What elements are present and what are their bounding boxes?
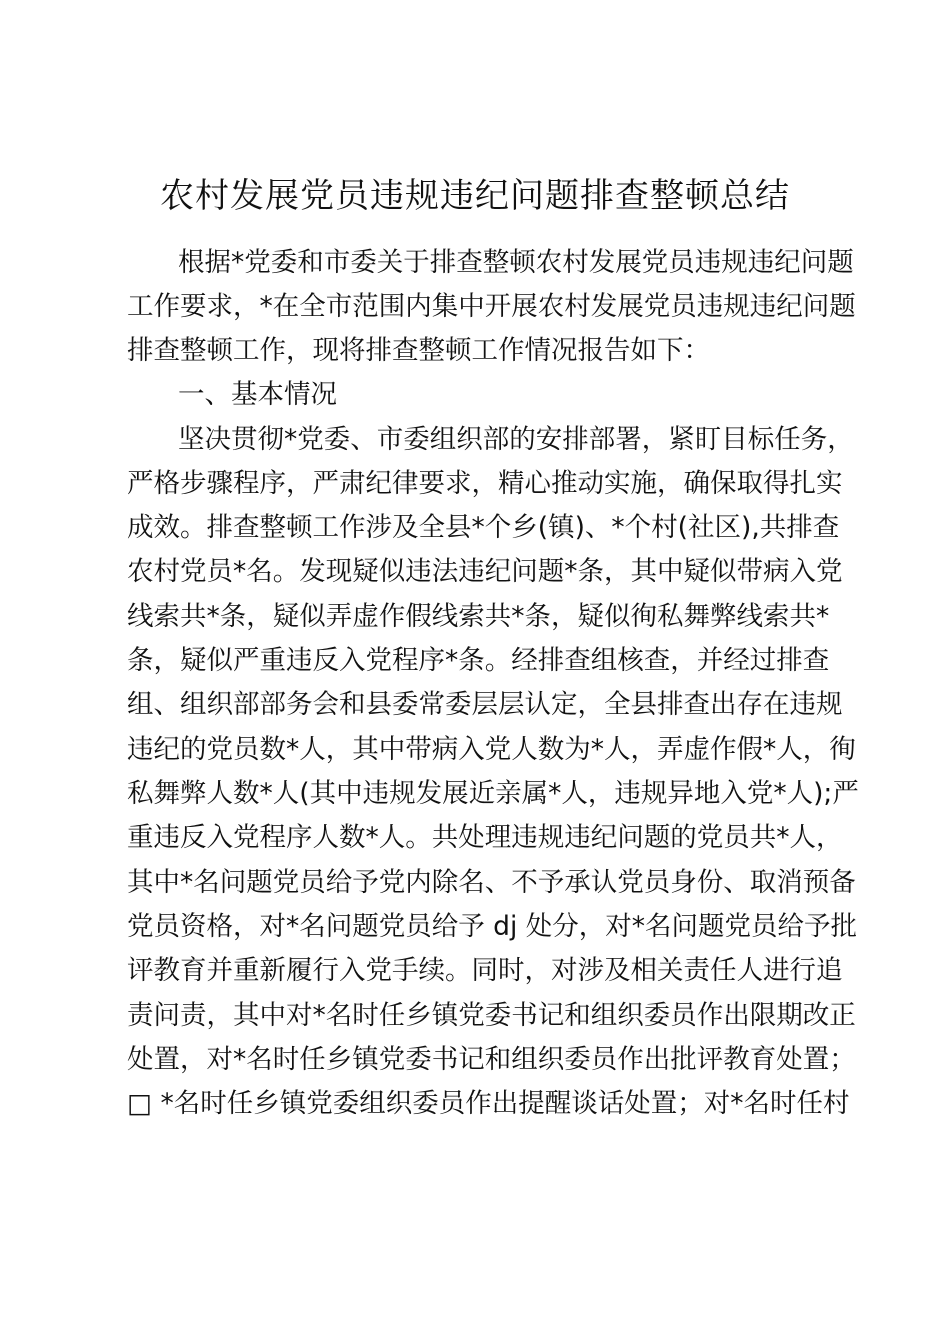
body-line: 条，疑似严重违反入党程序*条。经排查组核查，并经过排查 — [127, 645, 830, 676]
body-line: 私舞弊人数*人(其中违规发展近亲属*人，违规异地入党*人);严 — [127, 778, 859, 809]
document-title: 农村发展党员违规违纪问题排查整顿总结 — [160, 176, 790, 216]
body-line: 组、组织部部务会和县委常委层层认定，全县排查出存在违规 — [127, 689, 843, 720]
body-line: 严格步骤程序，严肃纪律要求，精心推动实施，确保取得扎实 — [127, 468, 843, 499]
body-line: 农村党员*名。发现疑似违法违纪问题*条，其中疑似带病入党 — [127, 556, 843, 587]
body-line: 其中*名问题党员给予党内除名、不予承认党员身份、取消预备 — [127, 867, 856, 898]
body-line: 党员资格，对*名问题党员给予 dj 处分，对*名问题党员给予批 — [127, 911, 858, 942]
body-line: 坚决贯彻*党委、市委组织部的安排部署，紧盯目标任务， — [178, 424, 854, 455]
intro-line: 排查整顿工作，现将排查整顿工作情况报告如下： — [127, 335, 710, 366]
body-line: 线索共*条，疑似弄虚作假线索共*条，疑似徇私舞弊线索共* — [127, 601, 830, 632]
body-line: 重违反入党程序人数*人。共处理违规违纪问题的党员共*人， — [127, 822, 843, 853]
body-line: □ *名时任乡镇党委组织委员作出提醒谈话处置；对*名时任村 — [127, 1088, 850, 1119]
section-heading: 一、基本情况 — [178, 379, 337, 410]
body-line: 责问责，其中对*名时任乡镇党委书记和组织委员作出限期改正 — [127, 1000, 856, 1031]
intro-line: 根据*党委和市委关于排查整顿农村发展党员违规违纪问题 — [178, 247, 854, 278]
body-line: 成效。排查整顿工作涉及全县*个乡(镇)、*个村(社区),共排查 — [127, 512, 840, 543]
body-line: 违纪的党员数*人，其中带病入党人数为*人，弄虚作假*人，徇 — [127, 734, 856, 765]
intro-line: 工作要求，*在全市范围内集中开展农村发展党员违规违纪问题 — [127, 291, 856, 322]
body-line: 处置，对*名时任乡镇党委书记和组织委员作出批评教育处置； — [127, 1044, 856, 1075]
body-line: 评教育并重新履行入党手续。同时，对涉及相关责任人进行追 — [127, 955, 843, 986]
